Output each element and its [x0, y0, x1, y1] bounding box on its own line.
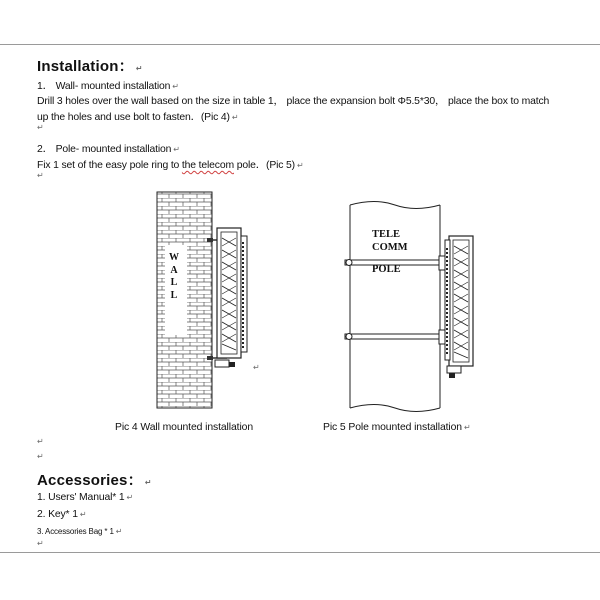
- pole-ring-lower: [345, 334, 447, 340]
- paragraph-mark: ↵: [37, 171, 44, 180]
- pole-mounted-title: 2． Pole- mounted installation ↵: [37, 144, 180, 155]
- pole-label: TELE COMM POLE: [372, 229, 408, 275]
- paragraph-mark: ↵: [37, 123, 44, 132]
- paragraph-mark: ↵: [37, 452, 44, 461]
- wall-mounted-instruction-line-2: up the holes and use bolt to fasten．(Pic 4) ↵: [37, 112, 239, 123]
- fiber-box-pole: [445, 236, 473, 378]
- pole-mounted-instruction: Fix 1 set of the easy pole ring to the telecom pole．(Pic 5) ↵: [37, 160, 304, 171]
- wall-label: W A L L: [169, 252, 179, 301]
- accessory-item: 3. Accessories Bag * 1 ↵: [37, 527, 123, 536]
- spellcheck-marked-text: the telecom: [181, 160, 234, 171]
- pic5-caption: Pic 5 Pole mounted installation ↵: [323, 422, 471, 433]
- paragraph-mark: ↵: [37, 539, 44, 548]
- wall-mounted-instruction-line-1: Drill 3 holes over the wall based on the size in table 1， place the expansion bolt Φ5.5*30， place the box to match: [37, 96, 550, 107]
- top-rule: [0, 44, 600, 45]
- svg-text:↵: ↵: [253, 363, 260, 372]
- installation-heading: Installation： ↵: [37, 58, 143, 75]
- accessories-heading: Accessories： ↵: [37, 472, 152, 489]
- paragraph-mark: ↵: [37, 437, 44, 446]
- accessory-item: 1. Users' Manual* 1 ↵: [37, 492, 134, 503]
- pic4-caption: Pic 4 Wall mounted installation: [115, 422, 254, 433]
- wall-mounted-title: 1． Wall- mounted installation ↵: [37, 81, 179, 92]
- pole-mounted-diagram: [335, 190, 485, 410]
- accessory-item: 2. Key* 1 ↵: [37, 509, 87, 520]
- fiber-box-wall: [215, 228, 247, 367]
- bottom-rule: [0, 552, 600, 553]
